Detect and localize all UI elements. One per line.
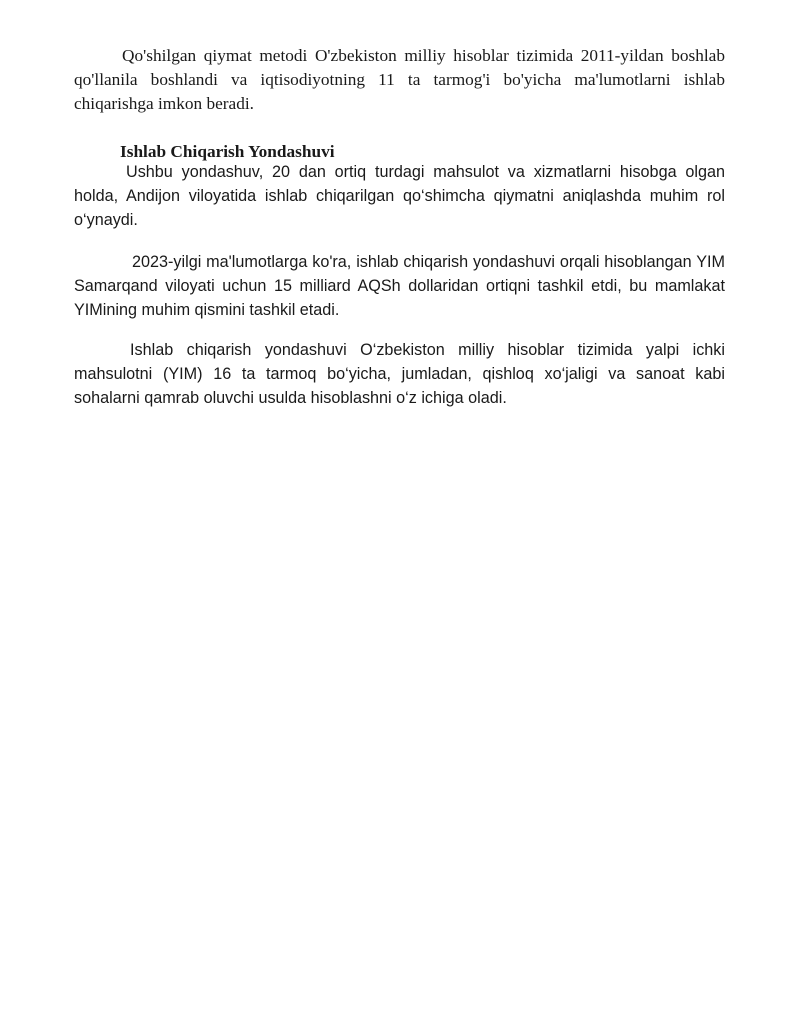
paragraph-2023-data: 2023-yilgi ma'lumotlarga ko'ra, ishlab chiqarish yondashuvi orqali hisoblangan YIM Samarqand viloyati uchun 15 milliard AQSh dollaridan ortiqni tashkil etdi, bu mamlakat YIMining muhim qismini tashkil etadi. xyxy=(74,253,725,319)
paragraph-value-added-method: Qo'shilgan qiymat metodi O'zbekiston milliy hisoblar tizimida 2011-yildan boshlab qo'llanila boshlandi va iqtisodiyotning 11 ta tarmog'i bo'yicha ma'lumotlarni ishlab chiqarishga imkon beradi. xyxy=(74,46,725,113)
section-heading: Ishlab Chiqarish Yondashuvi xyxy=(120,142,335,161)
paragraph-production-approach: Ushbu yondashuv, 20 dan ortiq turdagi mahsulot va xizmatlarni hisobga olgan holda, Andijon viloyatida ishlab chiqarilgan qo‘shimcha qiymatni aniqlashda muhim rol o‘ynaydi. xyxy=(74,163,725,229)
paragraph-national-accounts: Ishlab chiqarish yondashuvi O‘zbekiston milliy hisoblar tizimida yalpi ichki mahsulotni (YIM) 16 ta tarmoq bo‘yicha, jumladan, qishloq xo‘jaligi va sanoat kabi sohalarni qamrab oluvchi usulda hisoblashni o‘z ichiga oladi. xyxy=(74,341,725,407)
